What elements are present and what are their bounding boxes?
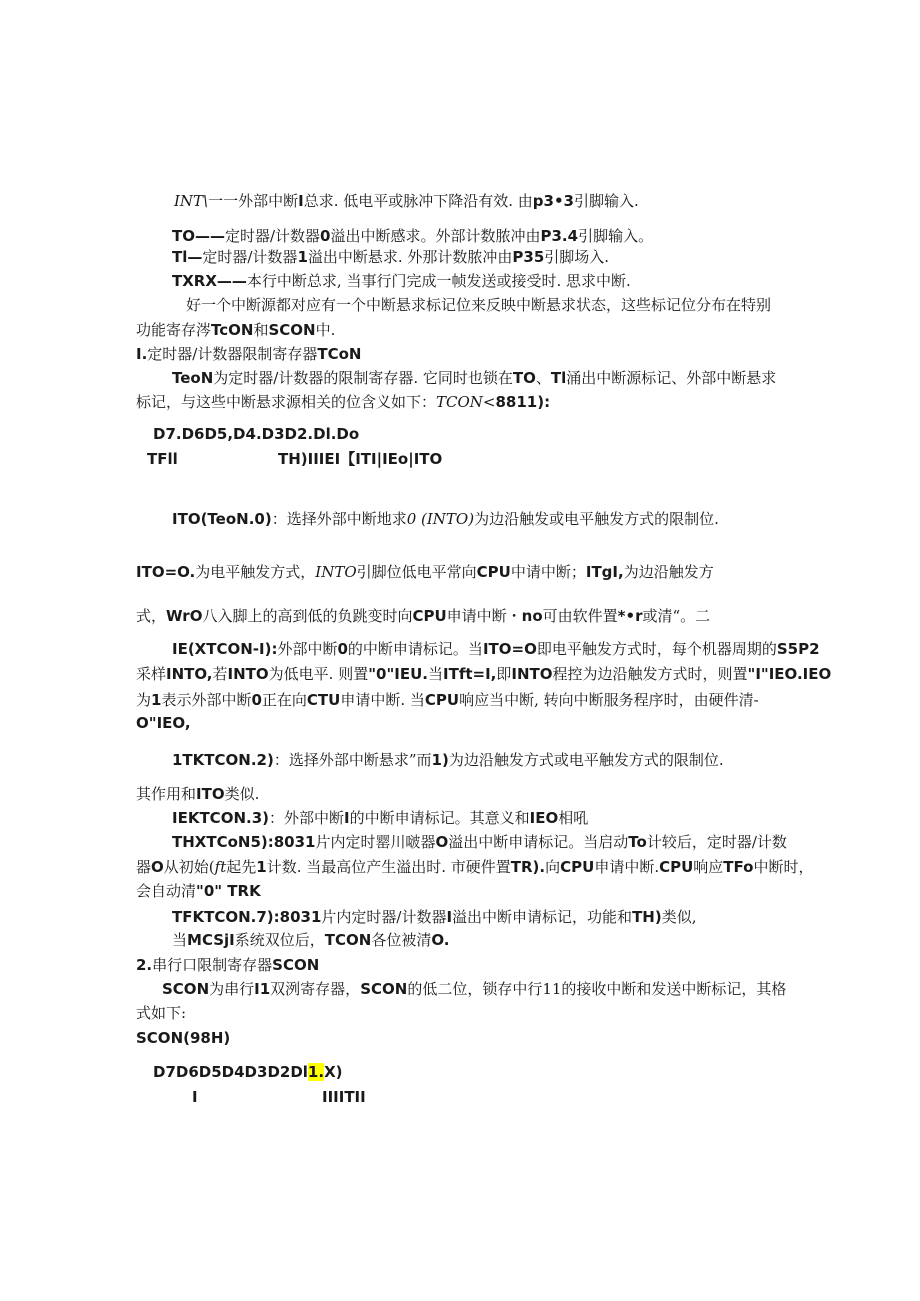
tcon-para-b: 标记，与这些中断悬求源相关的位含义如下：TCON<8811): [136,393,551,411]
highlighted-bit: 1. [307,1063,325,1081]
it0-detail-b: 式，WrO八入脚上的高到低的负跳变时向CPU申请中断・no可由软件置*•r或清“。二 [136,607,711,625]
tf0-line-b: 器O从初始(ft起先1计数. 当最高位产生溢出时. 市硬件置TR).向CPU申请中断.CPU响应TFo中断时， [136,858,814,876]
tf0-line-a: THXTCoN5):8031片内定时罂川啵器O溢出中断申请标记。当启动To计较后，定时器/计数 [172,833,787,851]
scon-para-a: SCON为串行I1双洌寄存器，SCON的低二位，锁存中行11的接收中断和发送中断标记，其格 [162,980,787,998]
scon-bits: D7D6D5D4D3D2Dl1.X) [153,1063,343,1081]
scon-para-b: 式如下: [136,1004,187,1022]
txrx-line: TXRX——本行中断总求, 当事行门完成一帧发送或接受时. 思求中断. [172,272,631,290]
ie1-line: IEKTCON.3)：外部中断I的中断申请标记。其意义和IEO相吼 [172,809,589,827]
para-a: 好一个中断源都对应有一个中断悬求标记位来反映中断悬求状态，这些标记位分布在特别 [186,296,772,314]
heading-tcon: I.定时器/计数器限制寄存器TCoN [136,345,362,363]
int1-line: INT\一一外部中断I总求. 低电平或脉冲下降沿有效. 由p3•3引脚输入. [174,192,639,210]
tf1-line: TFKTCON.7):8031片内定时器/计数器I溢出中断申请标记，功能和TH)类似, [172,908,697,926]
para-b: 功能寄存涔TcON和SCON中. [136,321,336,339]
mcs-line: 当MCSjI系统双位后，TCON各位被清O. [172,931,450,949]
scon-address: SCON(98H) [136,1029,231,1047]
ie0-line-a: IE(XTCON-I):外部中断0的中断申请标记。当ITO=O即电平触发方式时，每个机器周期的S5P2 [172,640,820,658]
ie0-line-c: 为1表示外部中断0正在向CTU申请中断. 当CPU响应当中断, 转向中断服务程序时，由硬件清- [136,691,759,709]
ie0-line-b: 采样INTO,若INTO为低电平. 则置"0"IEU.当ITft=I,即INTO程控为边沿触发方式时，则置"I"IEO.IEO [136,665,832,683]
heading-scon: 2.串行口限制寄存器SCON [136,956,320,974]
t0-line: TO——定时器/计数器0溢出中断感求。外部计数脓冲由P3.4引脚输入。 [172,227,654,245]
it0-line: ITO(TeoN.0)：选择外部中断地求0 (INTO)为边沿触发或电平触发方式的限制位. [172,510,719,528]
it0-detail-a: ITO=O.为电平触发方式，INTO引脚位低电平常向CPU中请中断；ITgI,为边沿触发方 [136,563,714,581]
tcon-bit-label-a: TFll [147,450,178,468]
ie0-line-d: O"IEO, [136,714,191,732]
tcon-bits: D7.D6D5,D4.D3D2.Dl.Do [153,425,360,443]
tcon-para-a: TeoN为定时器/计数器的限制寄存器. 它同时也锁在TO、Tl涌出中断源标记、外部中断悬求 [172,369,777,387]
scon-bit-label-a: I [192,1088,198,1106]
tcon-bit-label-b: TH)IIIEI【ITI|IEo|ITO [278,450,443,468]
it1-line-a: 1TKTCON.2)：选择外部中断悬求”而1)为边沿触发方式或电平触发方式的限制位. [172,751,724,769]
t1-line: Tl—定时器/计数器1溢出中断悬求. 外那计数脓冲由P35引脚场入. [172,248,610,266]
scon-bit-label-b: IIIITII [322,1088,366,1106]
it1-line-b: 其作用和ITO类似. [136,785,260,803]
tf0-line-c: 会自动清"0" TRK [136,882,261,900]
